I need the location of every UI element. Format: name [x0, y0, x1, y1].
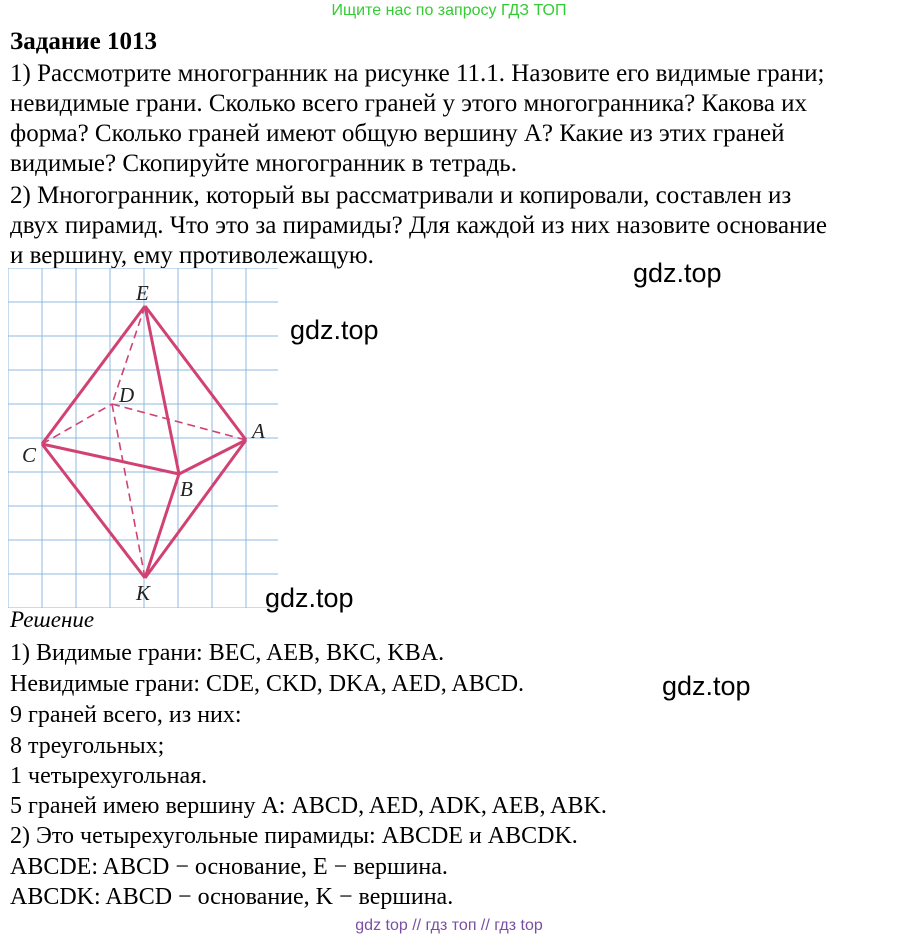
task-text-line: двух пирамид. Что это за пирамиды? Для каждой из них назовите основание — [10, 212, 827, 239]
task-title: Задание 1013 — [10, 28, 157, 55]
solution-line: 8 треугольных; — [10, 733, 165, 759]
solution-line: ABCDK: ABCD − основание, K − вершина. — [10, 884, 454, 910]
vertex-label-b: B — [180, 477, 193, 501]
vertex-label-e: E — [136, 281, 149, 305]
task-text-line: форма? Сколько граней имеют общую вершину А? Какие из этих граней — [10, 120, 785, 147]
task-text-line: 2) Многогранник, который вы рассматривали и копировали, составлен из — [10, 182, 792, 209]
watermark: gdz.top — [265, 583, 354, 613]
vertex-label-c: C — [22, 443, 37, 467]
vertex-label-a: A — [252, 419, 265, 443]
polyhedron-figure — [8, 268, 278, 608]
watermark: gdz.top — [290, 315, 379, 345]
solution-line: 5 граней имею вершину А: ABCD, AED, ADK, AEB, ABK. — [10, 793, 607, 819]
top-banner: Ищите нас по запросу ГДЗ ТОП — [331, 2, 567, 19]
solution-line: 1) Видимые грани: BEC, AEB, BKC, KBA. — [10, 640, 445, 666]
solution-line: 9 граней всего, из них: — [10, 702, 242, 728]
task-text-line: невидимые грани. Сколько всего граней у этого многогранника? Какова их — [10, 90, 808, 117]
solution-heading: Решение — [10, 607, 95, 632]
task-text-line: 1) Рассмотрите многогранник на рисунке 11.1. Назовите его видимые грани; — [10, 60, 825, 87]
solution-line: ABCDE: ABCD − основание, E − вершина. — [10, 854, 448, 880]
footer-links: gdz top // гдз топ // гдз top — [355, 917, 543, 934]
solution-line: 2) Это четырехугольные пирамиды: ABCDE и ABCDK. — [10, 823, 578, 849]
task-text-line: и вершину, ему противолежащую. — [10, 242, 374, 269]
solution-line: Невидимые грани: CDE, CKD, DKA, AED, ABCD. — [10, 671, 525, 697]
solution-line: 1 четырехугольная. — [10, 763, 208, 789]
vertex-label-d: D — [119, 383, 135, 407]
task-text-line: видимые? Скопируйте многогранник в тетрадь. — [10, 150, 517, 177]
watermark: gdz.top — [662, 671, 751, 701]
vertex-label-k: K — [136, 581, 151, 605]
watermark: gdz.top — [633, 258, 722, 288]
